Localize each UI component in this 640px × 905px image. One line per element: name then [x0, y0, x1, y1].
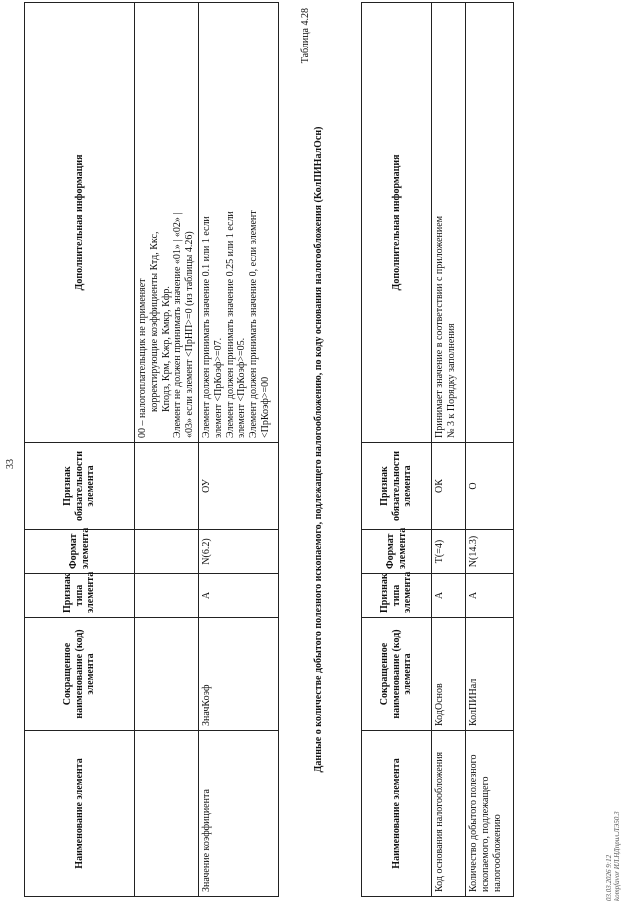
print-stamp: [605, 811, 622, 901]
info-line: Принимает значение в соответствии с приложением: [434, 215, 445, 438]
col-header-code: Сокращенное наименование (код) элемента: [25, 618, 135, 731]
info-line: Элемент не должен принимать значение «01» | «02» |: [172, 212, 184, 438]
info-line: № 3 к Порядку заполнения: [445, 323, 457, 438]
cell-info: [135, 3, 199, 443]
cell-code: [135, 618, 199, 731]
info-line: элемент <ПрКоэф>=07.: [212, 337, 224, 438]
col-header-name: Наименование элемента: [362, 731, 432, 897]
info-line: Элемент должен принимать значение 0.1 или 1 если: [200, 216, 212, 438]
page-number: 33: [5, 459, 16, 469]
col-header-info: Дополнительная информация: [25, 3, 135, 443]
table-row: [135, 3, 199, 897]
table-row: [198, 3, 278, 897]
stamp-date: 03.03.2026 9:12: [605, 854, 613, 901]
table-title: Данные о количестве добытого полезного ископаемого, подлежащего налогообложению, по коду основания налогообложения (КолПИНалОсн): [313, 126, 324, 773]
cell-format: N(6.2): [198, 530, 278, 574]
info-line: <ПрКоэф>=00: [259, 376, 271, 438]
table-caption: Таблица 4.28: [300, 8, 311, 64]
cell-type: А: [198, 574, 278, 618]
table-row: [432, 3, 466, 897]
table-4-28: [361, 2, 514, 897]
cell-code: КодОснов: [432, 618, 466, 731]
cell-info: [466, 3, 514, 443]
col-header-type: Признак типа элемента: [25, 574, 135, 618]
cell-required: ОК: [432, 443, 466, 530]
cell-info: [432, 3, 466, 443]
cell-info: [198, 3, 278, 443]
col-header-name: Наименование элемента: [25, 731, 135, 897]
cell-required: ОУ: [198, 443, 278, 530]
cell-name: Значение коэффициента: [198, 731, 278, 897]
cell-required: О: [466, 443, 514, 530]
col-header-required: Признак обязательности элемента: [362, 443, 432, 530]
cell-type: [135, 574, 199, 618]
cell-format: [135, 530, 199, 574]
cell-name: [135, 731, 199, 897]
col-header-code: Сокращенное наименование (код) элемента: [362, 618, 432, 731]
info-line: 00 – налогоплательщик не применяет: [137, 278, 148, 438]
cell-code: КолПИНал: [466, 618, 514, 731]
cell-format: N(14.3): [466, 530, 514, 574]
stamp-ref: kompfavor ИЛ.НДприл.ЛЭ50.3: [613, 811, 622, 901]
cell-code: ЗначКоэф: [198, 618, 278, 731]
info-line: Элемент должен принимать значение 0.25 или 1 если: [224, 211, 236, 438]
col-header-format: Формат элемента: [362, 530, 432, 574]
cell-type: А: [466, 574, 514, 618]
cell-format: T(=4): [432, 530, 466, 574]
info-line: корректирующие коэффициенты Ктд, Ккс,: [148, 231, 160, 412]
cell-required: [135, 443, 199, 530]
cell-name: Количество добытого полезного ископаемого, подлежащего налогообложению: [466, 731, 514, 897]
cell-type: А: [432, 574, 466, 618]
table-header-row: [25, 3, 135, 897]
col-header-required: Признак обязательности элемента: [25, 443, 135, 530]
table-4-27-continuation: [24, 2, 279, 897]
info-line: элемент <ПрКоэф>=05.: [236, 337, 248, 438]
col-header-format: Формат элемента: [25, 530, 135, 574]
info-line: Кподз, Крм, Кжр, Кмкр, Кфр.: [160, 286, 172, 412]
info-line: «03» если элемент <ПрНП>=0 (из таблицы 4.26): [184, 231, 196, 438]
col-header-type: Признак типа элемента: [362, 574, 432, 618]
info-line: Элемент должен принимать значение 0, если элемент: [248, 210, 260, 438]
cell-name: Код основания налогообложения: [432, 731, 466, 897]
col-header-info: Дополнительная информация: [362, 3, 432, 443]
table-row: [466, 3, 514, 897]
table-header-row: [362, 3, 432, 897]
